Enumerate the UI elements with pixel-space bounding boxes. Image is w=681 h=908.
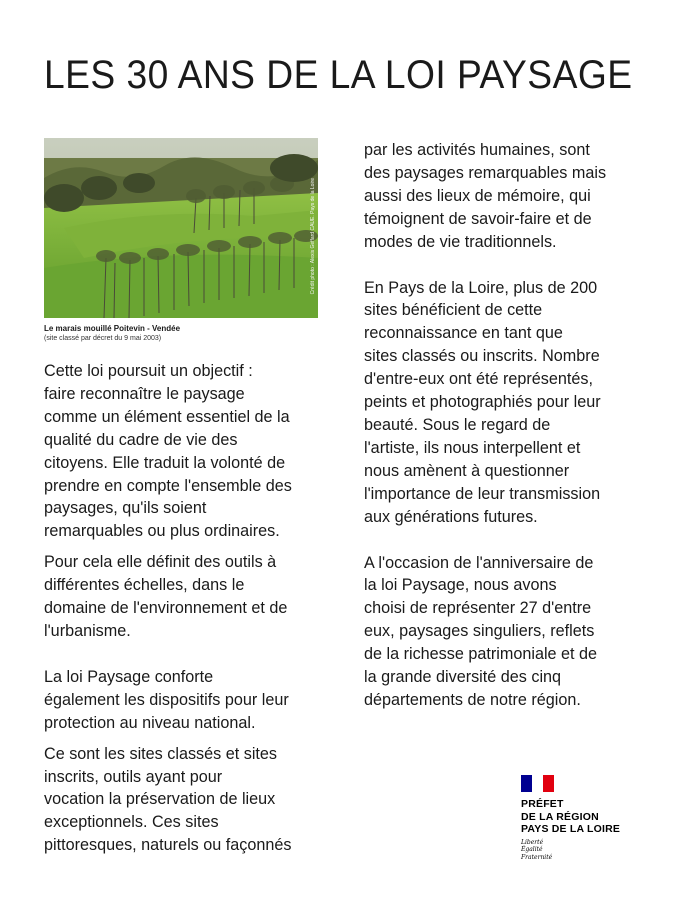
text-line: Cette loi poursuit un objectif : (44, 362, 253, 380)
photo-credit: Crédit photo : Alexis Geffard CAUE. Pays de la Loire (310, 178, 316, 295)
paragraph (364, 277, 636, 529)
text-line: également les dispositifs pour leur (44, 690, 289, 709)
text-line: des paysages remarquables mais (364, 163, 607, 182)
paragraph (364, 552, 636, 712)
text-line: choisi de représenter 27 d'entre (364, 599, 592, 618)
right-text-column (364, 139, 636, 712)
prefet-region-logo (521, 775, 651, 861)
marsh-landscape-image (44, 138, 318, 318)
text-line: reconnaissance en tant que (364, 324, 563, 343)
text-line: inscrits, outils ayant pour (44, 767, 223, 786)
text-line: exceptionnels. Ces sites (44, 813, 219, 832)
republic-motto (521, 839, 651, 862)
text-line: l'artiste, ils nous interpellent et (364, 438, 581, 457)
caption-subtitle: (site classé par décret du 9 mai 2003) (44, 335, 162, 342)
text-line: aux générations futures. (364, 507, 538, 526)
paragraph (44, 551, 326, 643)
text-line: protection au niveau national. (44, 713, 256, 732)
page-title: LES 30 ANS DE LA LOI PAYSAGE (44, 53, 633, 97)
text-line: modes de vie traditionnels. (364, 232, 557, 251)
logo-line: PRÉFET (521, 798, 564, 810)
text-line: paysages, qu'ils soient (44, 499, 207, 518)
text-line: prendre en compte l'ensemble des (44, 476, 292, 495)
text-line: nous amènent à questionner (364, 461, 570, 480)
text-line: A l'occasion de l'anniversaire de (364, 553, 594, 572)
flag-blue-stripe (521, 775, 532, 792)
photo-caption (44, 324, 324, 344)
flag-red-stripe (543, 775, 554, 792)
text-line: Pour cela elle définit des outils à (44, 553, 277, 572)
text-line: remarquables ou plus ordinaires. (44, 522, 280, 541)
text-line: comme un élément essentiel de la (44, 407, 290, 426)
text-line: citoyens. Elle traduit la volonté de (44, 453, 286, 472)
logo-line: DE LA RÉGION (521, 810, 599, 823)
text-line: de la richesse patrimoniale et de (364, 645, 598, 664)
landscape-photo (44, 138, 318, 318)
text-line: l'urbanisme. (44, 621, 131, 640)
text-line: peints et photographiés pour leur (364, 393, 601, 412)
paragraph (364, 139, 636, 254)
logo-line: PAYS DE LA LOIRE (521, 823, 621, 835)
motto-line: Fraternité (521, 853, 553, 861)
text-line: départements de notre région. (364, 690, 581, 709)
text-line: qualité du cadre de vie des (44, 430, 238, 449)
text-line: La loi Paysage conforte (44, 667, 214, 686)
text-line: Ce sont les sites classés et sites (44, 744, 278, 763)
text-line: sites bénéficient de cette (364, 301, 543, 320)
caption-title: Le marais mouillé Poitevin - Vendée (44, 324, 181, 333)
text-line: témoignent de savoir-faire et de (364, 209, 592, 228)
text-line: pittoresques, naturels ou façonnés (44, 836, 292, 855)
motto-line: Égalité (521, 846, 543, 853)
text-line: l'importance de leur transmission (364, 484, 601, 503)
text-line: aussi des lieux de mémoire, qui (364, 186, 591, 205)
logo-text (521, 798, 651, 836)
text-line: vocation la préservation de lieux (44, 790, 276, 809)
text-line: domaine de l'environnement et de (44, 599, 288, 618)
left-text-column (44, 360, 326, 857)
text-line: eux, paysages singuliers, reflets (364, 622, 595, 641)
text-line: sites classés ou inscrits. Nombre (364, 347, 600, 366)
french-flag-icon (521, 775, 554, 792)
text-line: faire reconnaître le paysage (44, 384, 245, 403)
paragraph (44, 360, 326, 543)
text-line: la loi Paysage, nous avons (364, 576, 557, 595)
text-line: d'entre-eux ont été représentés, (364, 370, 593, 389)
text-line: la grande diversité des cinq (364, 668, 562, 687)
paragraph (44, 743, 326, 858)
flag-white-stripe (532, 775, 543, 792)
text-line: différentes échelles, dans le (44, 576, 245, 595)
motto-line: Liberté (521, 838, 544, 846)
text-line: par les activités humaines, sont (364, 141, 590, 159)
text-line: beauté. Sous le regard de (364, 415, 551, 434)
paragraph (44, 666, 326, 735)
text-line: En Pays de la Loire, plus de 200 (364, 278, 598, 297)
